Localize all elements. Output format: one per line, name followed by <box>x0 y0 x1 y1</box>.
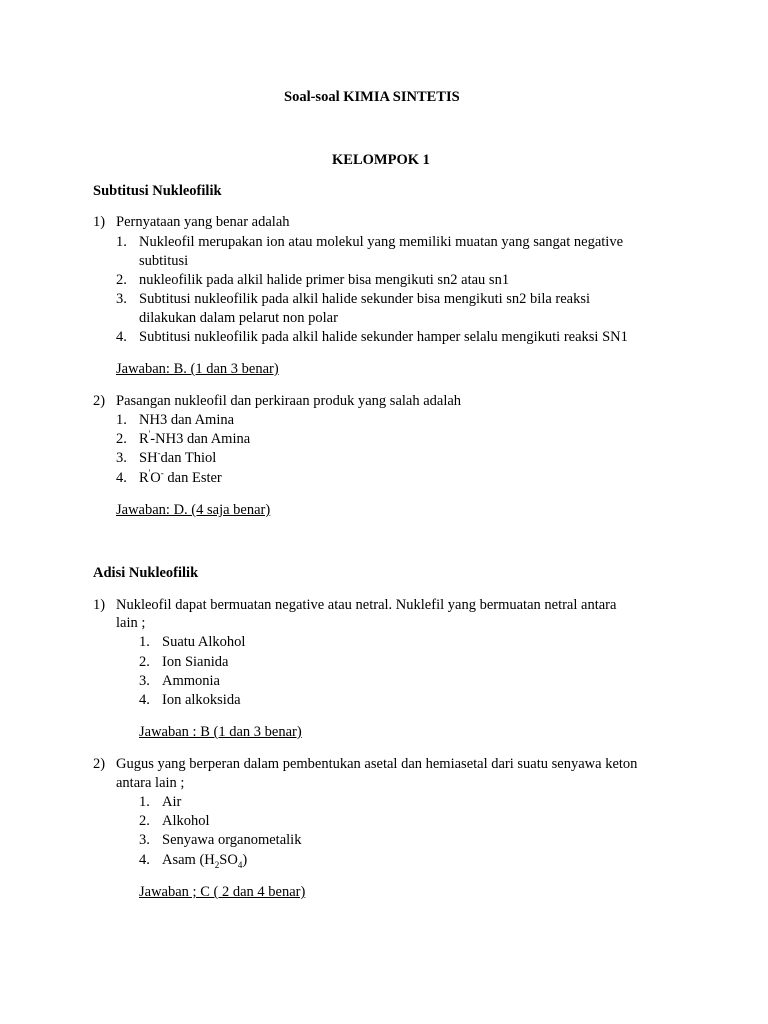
question-text: antara lain ; <box>116 775 185 791</box>
page-title: Soal-soal KIMIA SINTETIS <box>284 89 460 105</box>
option-text: R'O- dan Ester <box>139 468 222 486</box>
question-number: 2) <box>93 393 106 409</box>
option-number: 4. <box>116 470 127 486</box>
answer-text: Jawaban ; C ( 2 dan 4 benar) <box>139 884 306 900</box>
option-text: Ion alkoksida <box>162 692 241 708</box>
option-number: 3. <box>139 832 150 848</box>
option-text: Ion Sianida <box>162 654 229 670</box>
question-text: Pasangan nukleofil dan perkiraan produk yang salah adalah <box>116 393 462 409</box>
question-text: Nukleofil dapat bermuatan negative atau netral. Nuklefil yang bermuatan netral antara <box>116 597 617 613</box>
option-text: Subtitusi nukleofilik pada alkil halide sekunder bisa mengikuti sn2 bila reaksi <box>139 291 591 307</box>
option-text: Nukleofil merupakan ion atau molekul yang memiliki muatan yang sangat negative <box>139 234 624 250</box>
option-text: Alkohol <box>162 813 210 829</box>
answer-text: Jawaban: D. (4 saja benar) <box>116 502 271 518</box>
option-number: 4. <box>116 329 127 345</box>
option-text: Suatu Alkohol <box>162 634 246 650</box>
option-number: 2. <box>139 654 150 670</box>
section-heading-adisi: Adisi Nukleofilik <box>93 565 199 581</box>
option-text: nukleofilik pada alkil halide primer bisa mengikuti sn2 atau sn1 <box>139 272 510 288</box>
question-number: 2) <box>93 756 106 772</box>
option-text: Ammonia <box>162 673 220 689</box>
option-number: 2. <box>139 813 150 829</box>
option-number: 2. <box>116 272 127 288</box>
option-number: 1. <box>139 794 150 810</box>
option-number: 3. <box>139 673 150 689</box>
option-number: 4. <box>139 852 150 868</box>
option-number: 3. <box>116 450 127 466</box>
group-label: KELOMPOK 1 <box>332 152 430 168</box>
option-text: R'-NH3 dan Amina <box>139 429 251 447</box>
answer-text: Jawaban: B. (1 dan 3 benar) <box>116 361 279 377</box>
option-text: Air <box>162 794 182 810</box>
option-number: 2. <box>116 431 127 447</box>
answer-text: Jawaban : B (1 dan 3 benar) <box>139 724 302 740</box>
question-text: Pernyataan yang benar adalah <box>116 214 290 230</box>
question-number: 1) <box>93 597 106 613</box>
question-text: Gugus yang berperan dalam pembentukan asetal dan hemiasetal dari suatu senyawa keton <box>116 756 638 772</box>
option-number: 4. <box>139 692 150 708</box>
option-text: Senyawa organometalik <box>162 832 302 848</box>
option-number: 1. <box>139 634 150 650</box>
section-heading-substitusi: Subtitusi Nukleofilik <box>93 183 222 199</box>
question-text: lain ; <box>116 615 146 631</box>
option-number: 1. <box>116 234 127 250</box>
option-text: dilakukan dalam pelarut non polar <box>139 310 338 326</box>
question-number: 1) <box>93 214 106 230</box>
option-text: SH-dan Thiol <box>139 448 217 466</box>
option-text: Asam $(H_2SO_4)$ <box>162 852 248 870</box>
option-number: 1. <box>116 412 127 428</box>
option-text: NH3 dan Amina <box>139 412 235 428</box>
option-text: Subtitusi nukleofilik pada alkil halide sekunder hamper selalu mengikuti reaksi SN1 <box>139 329 628 345</box>
option-number: 3. <box>116 291 127 307</box>
option-text: subtitusi <box>139 253 189 269</box>
